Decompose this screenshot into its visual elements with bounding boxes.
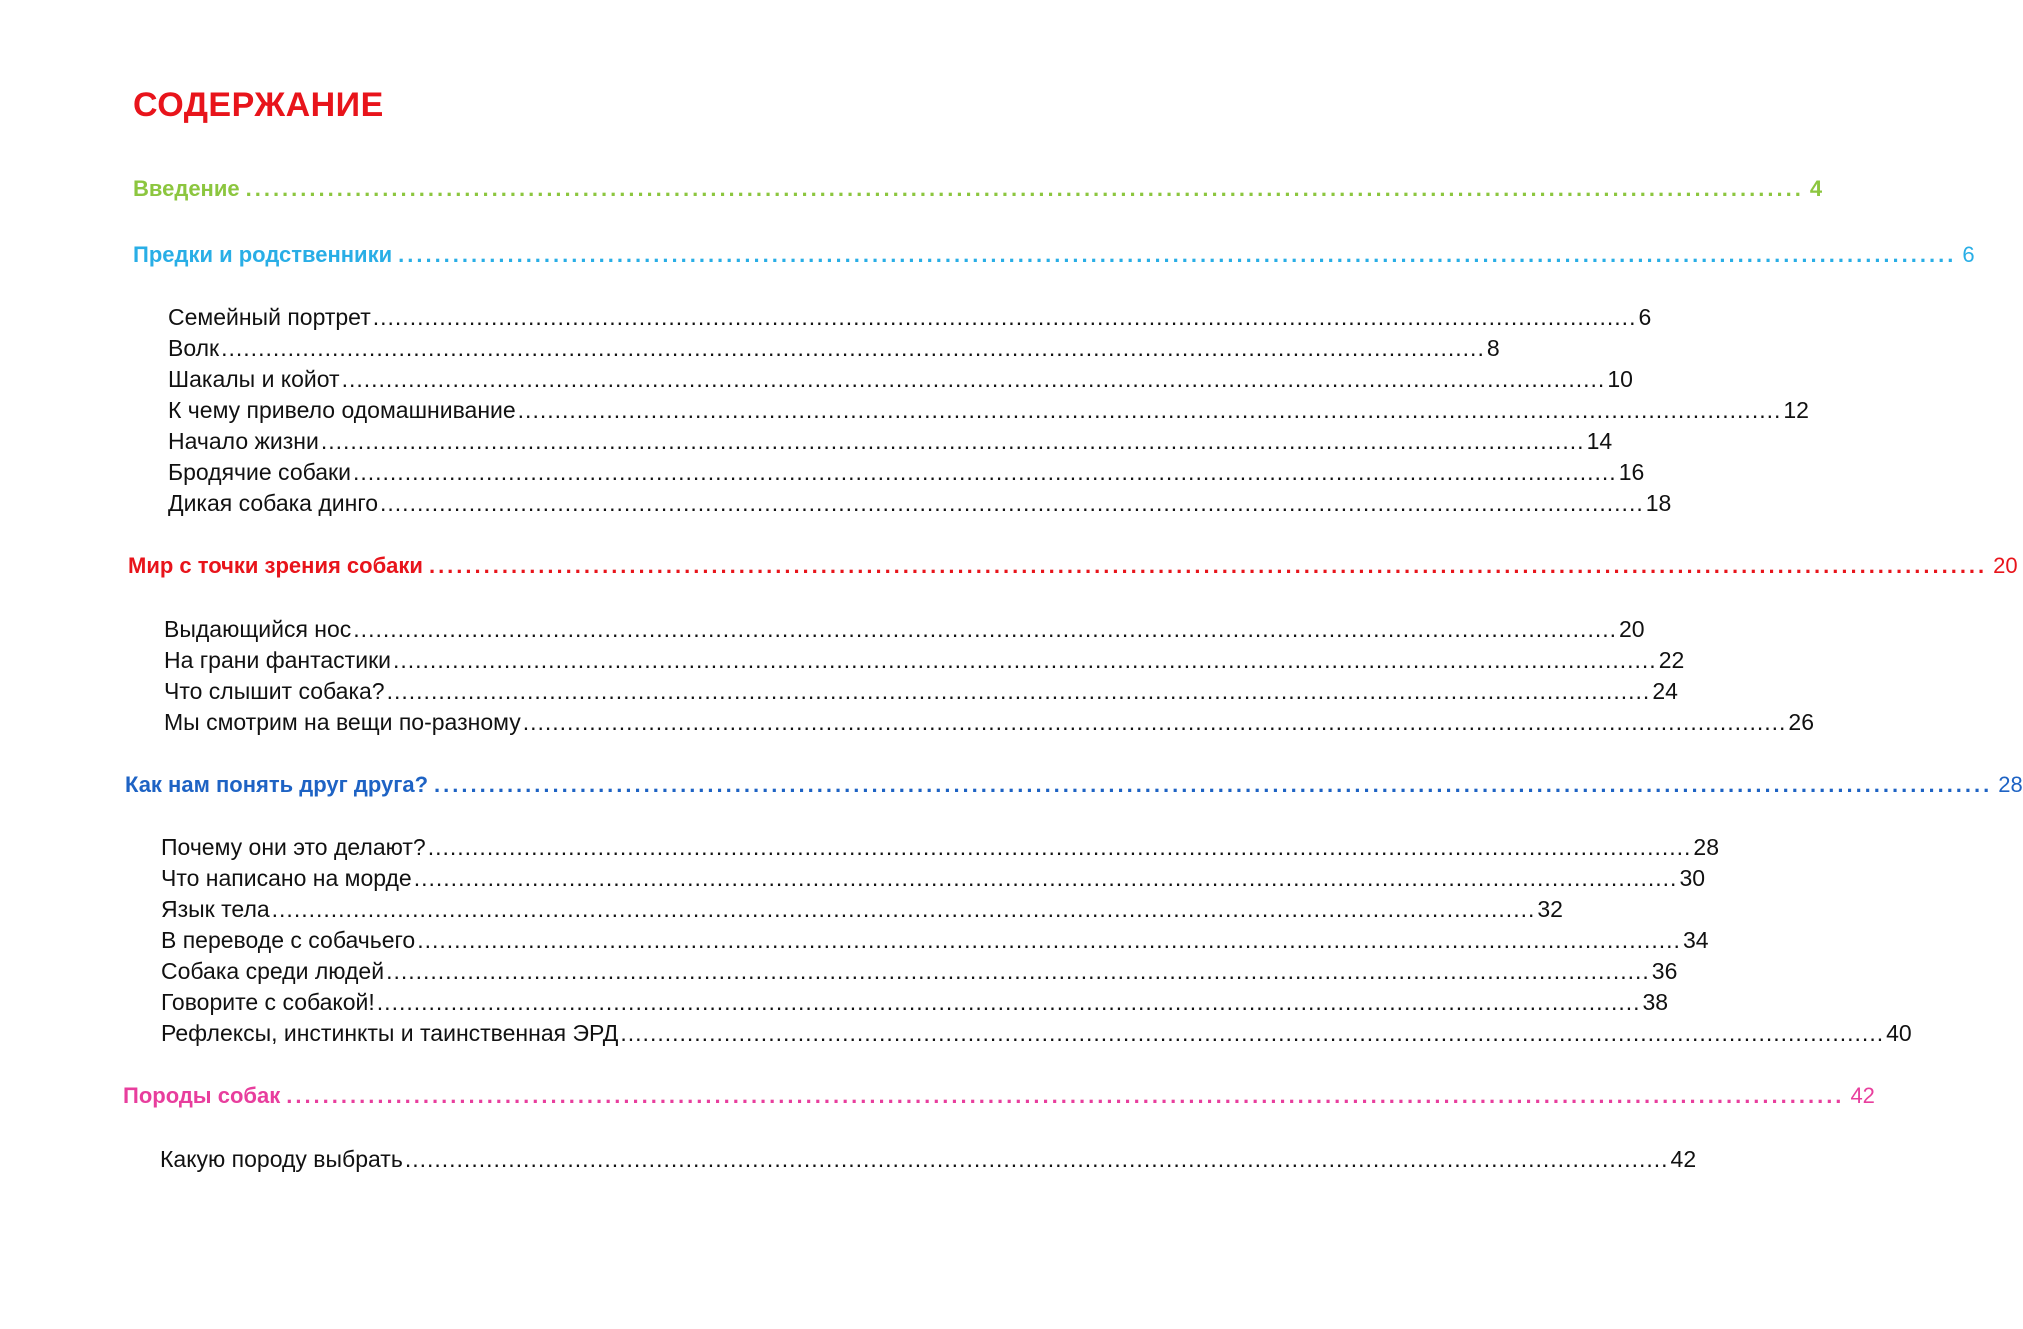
toc-page-number: 42 <box>1850 1083 1875 1108</box>
toc-section-label: Как нам понять друг друга? <box>125 772 429 797</box>
toc-section-ancestors[interactable] <box>133 242 1975 268</box>
toc-leader: ........................................................................................................................................................................... <box>221 335 1485 361</box>
toc-leader: ........................................................................................................................................................................... <box>404 1146 1669 1172</box>
toc-leader: ........................................................................................................................................................................... <box>372 304 1637 330</box>
toc-page-number: 42 <box>1670 1146 1697 1172</box>
toc-entry-label: Шакалы и койот <box>168 366 340 392</box>
toc-entry[interactable] <box>161 896 1563 923</box>
toc-page-number: 28 <box>1693 834 1720 860</box>
toc-entry[interactable] <box>161 958 1678 985</box>
toc-section-understanding[interactable] <box>125 772 2023 798</box>
toc-page-number: 6 <box>1638 304 1652 330</box>
toc-page-number: 14 <box>1586 428 1613 454</box>
toc-section-introduction[interactable] <box>133 176 1823 202</box>
toc-page-number: 26 <box>1788 709 1815 735</box>
toc-leader: ........................................................................................................................................................................... <box>286 1083 1845 1108</box>
toc-entry[interactable] <box>168 366 1633 393</box>
toc-leader: ........................................................................................................................................................................... <box>417 927 1681 953</box>
toc-section-label: Введение <box>133 176 240 201</box>
toc-leader: ........................................................................................................................................................................... <box>376 989 1641 1015</box>
toc-page-number: 4 <box>1809 176 1823 201</box>
toc-page-number: 18 <box>1645 490 1672 516</box>
toc-leader: ........................................................................................................................................................................... <box>320 428 1585 454</box>
page-title: СОДЕРЖАНИЕ <box>133 86 384 124</box>
toc-page-number: 24 <box>1652 678 1678 704</box>
toc-leader: ........................................................................................................................................................................... <box>522 709 1787 735</box>
toc-leader: ........................................................................................................................................................................... <box>427 834 1692 860</box>
toc-page-number: 12 <box>1783 397 1809 423</box>
toc-page-number: 16 <box>1618 459 1645 485</box>
toc-leader: ........................................................................................................................................................................... <box>353 616 1618 642</box>
toc-entry[interactable] <box>168 397 1809 424</box>
toc-entry-label: В переводе с собачьего <box>161 927 416 953</box>
toc-leader: ........................................................................................................................................................................... <box>392 647 1657 673</box>
toc-leader: ........................................................................................................................................................................... <box>380 490 1644 516</box>
toc-entry[interactable] <box>164 616 1645 643</box>
toc-leader: ........................................................................................................................................................................... <box>434 772 1993 797</box>
toc-entry-label: Какую породу выбрать <box>160 1146 403 1172</box>
toc-leader: ........................................................................................................................................................................... <box>398 242 1957 267</box>
toc-entry-label: Язык тела <box>161 896 270 922</box>
toc-entry[interactable] <box>161 989 1669 1016</box>
toc-page-number: 20 <box>1993 553 2018 578</box>
toc-entry-label: На грани фантастики <box>164 647 391 673</box>
toc-entry[interactable] <box>161 834 1720 861</box>
toc-entry-label: Начало жизни <box>168 428 319 454</box>
toc-section-dog-perception[interactable] <box>128 553 2018 579</box>
toc-entry[interactable] <box>168 428 1613 455</box>
toc-leader: ........................................................................................................................................................................... <box>386 958 1650 984</box>
toc-leader: ........................................................................................................................................................................... <box>341 366 1606 392</box>
toc-entry[interactable] <box>164 678 1678 705</box>
toc-page-number: 6 <box>1962 242 1975 267</box>
toc-page-number: 32 <box>1537 896 1563 922</box>
toc-entry-label: Что слышит собака? <box>164 678 385 704</box>
toc-leader: ........................................................................................................................................................................... <box>517 397 1782 423</box>
toc-entry[interactable] <box>161 1020 1912 1047</box>
toc-page-number: 22 <box>1658 647 1685 673</box>
toc-leader: ........................................................................................................................................................................... <box>352 459 1617 485</box>
toc-entry[interactable] <box>161 865 1706 892</box>
toc-entry-label: Собака среди людей <box>161 958 385 984</box>
toc-entry[interactable] <box>161 927 1709 954</box>
toc-entry-label: Мы смотрим на вещи по-разному <box>164 709 521 735</box>
toc-entry-label: Бродячие собаки <box>168 459 351 485</box>
toc-entry[interactable] <box>168 335 1500 362</box>
toc-page-number: 36 <box>1651 958 1678 984</box>
toc-page-number: 38 <box>1642 989 1669 1015</box>
toc-leader: ........................................................................................................................................................................... <box>413 865 1678 891</box>
toc-entry-label: Что написано на морде <box>161 865 412 891</box>
toc-entry-label: Волк <box>168 335 220 361</box>
toc-page-number: 34 <box>1682 927 1709 953</box>
toc-leader: ........................................................................................................................................................................... <box>428 553 1988 578</box>
toc-entry[interactable] <box>168 459 1645 486</box>
toc-page-number: 28 <box>1998 772 2023 797</box>
toc-entry-label: Рефлексы, инстинкты и таинственная ЭРД <box>161 1020 619 1046</box>
toc-leader: ........................................................................................................................................................................... <box>620 1020 1885 1046</box>
toc-page-number: 20 <box>1619 616 1645 642</box>
toc-section-label: Породы собак <box>123 1083 281 1108</box>
toc-entry[interactable] <box>168 490 1672 517</box>
toc-entry[interactable] <box>160 1146 1697 1173</box>
toc-page-number: 10 <box>1607 366 1633 392</box>
toc-entry-label: Почему они это делают? <box>161 834 426 860</box>
toc-section-label: Предки и родственники <box>133 242 393 267</box>
toc-leader: ........................................................................................................................................................................... <box>386 678 1651 704</box>
toc-section-breeds[interactable] <box>123 1083 1875 1109</box>
toc-page-number: 8 <box>1486 335 1500 361</box>
toc-entry-label: К чему привело одомашнивание <box>168 397 516 423</box>
toc-page-number: 30 <box>1679 865 1706 891</box>
toc-section-label: Мир с точки зрения собаки <box>128 553 423 578</box>
toc-entry[interactable] <box>164 647 1685 674</box>
toc-entry[interactable] <box>168 304 1652 331</box>
toc-entry-label: Выдающийся нос <box>164 616 352 642</box>
toc-entry-label: Семейный портрет <box>168 304 371 330</box>
toc-entry-label: Говорите с собакой! <box>161 989 375 1015</box>
toc-entry-label: Дикая собака динго <box>168 490 379 516</box>
toc-page-number: 40 <box>1886 1020 1912 1046</box>
toc-leader: ........................................................................................................................................................................... <box>271 896 1536 922</box>
toc-entry[interactable] <box>164 709 1815 736</box>
toc-leader: ........................................................................................................................................................................... <box>245 176 1804 201</box>
